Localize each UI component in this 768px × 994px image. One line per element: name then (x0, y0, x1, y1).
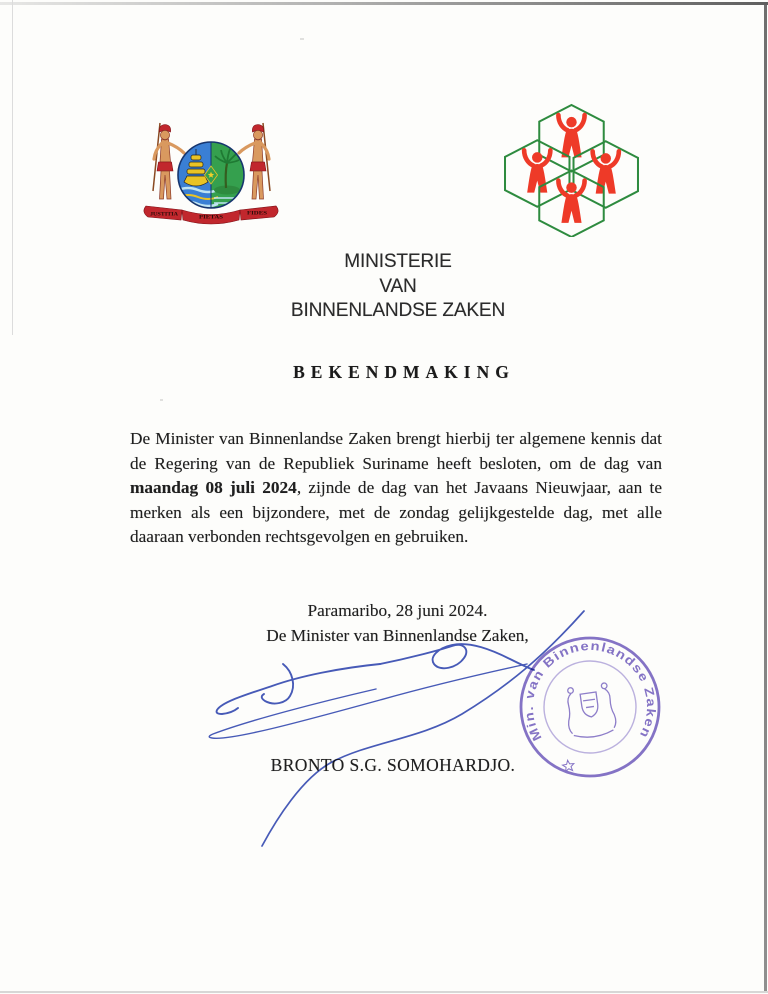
scan-edge-bottom (0, 991, 768, 993)
motto-justitia: JUSTITIA (150, 211, 179, 218)
signatory-name: BRONTO S.G. SOMOHARDJO. (270, 755, 516, 775)
ministry-line: BINNENLANDSE ZAKEN (290, 299, 506, 321)
motto-pietas: PIETAS (199, 214, 223, 221)
ministry-name-block (35, 249, 760, 323)
body-line: daaraan verbonden rechtsgevolgen en gebruiken. (130, 527, 469, 546)
right-supporter-figure (239, 123, 270, 199)
scan-speck (300, 38, 304, 40)
left-supporter-figure (153, 123, 184, 199)
scan-edge-left (12, 0, 13, 335)
body-paragraph (130, 427, 662, 550)
ministry-line: MINISTERIE (344, 250, 452, 272)
document-title: BEKENDMAKING (293, 362, 515, 382)
shield (178, 142, 244, 208)
stamp-inner-ring (538, 655, 642, 759)
signature-underline-stroke (209, 664, 527, 738)
ministry-line: VAN (379, 274, 417, 297)
signature-arc-stroke (217, 664, 380, 714)
signature-curl-stroke (262, 664, 293, 703)
scan-speck (160, 399, 163, 401)
hexagon-cell-bottom (539, 171, 603, 237)
motto-fides: FIDES (247, 210, 267, 217)
suriname-coat-of-arms-icon (138, 118, 286, 228)
scan-edge-right (764, 5, 767, 991)
signature-diagonal-stroke (262, 611, 584, 846)
place-date-line: Paramaribo, 28 juni 2024. (307, 601, 488, 620)
ministry-logo-icon (504, 103, 640, 237)
body-line: merken als een bijzondere, met de zondag gelijkgestelde dag, met alle (130, 502, 662, 522)
signature-loop-stroke (380, 644, 534, 670)
body-line: de Regering van de Republiek Suriname heeft besloten, om de dag van (130, 453, 662, 473)
stamp-emblem (564, 682, 618, 740)
scan-edge-top (0, 2, 768, 5)
body-line (130, 476, 662, 501)
body-line-bold-date: maandag 08 juli 2024 (130, 478, 297, 497)
stamp-curved-text: Min. van Binnenlandse Zaken (521, 638, 659, 744)
body-line: De Minister van Binnenlandse Zaken brengt hierbij ter algemene kennis dat (130, 429, 662, 448)
hexagon-cell-left (505, 140, 569, 206)
signatory-title-line: De Minister van Binnenlandse Zaken, (266, 626, 529, 645)
body-line-rest: , zijnde de dag van het Javaans Nieuwjaar, aan te (296, 478, 662, 497)
hexagon-cell-right (574, 141, 638, 207)
